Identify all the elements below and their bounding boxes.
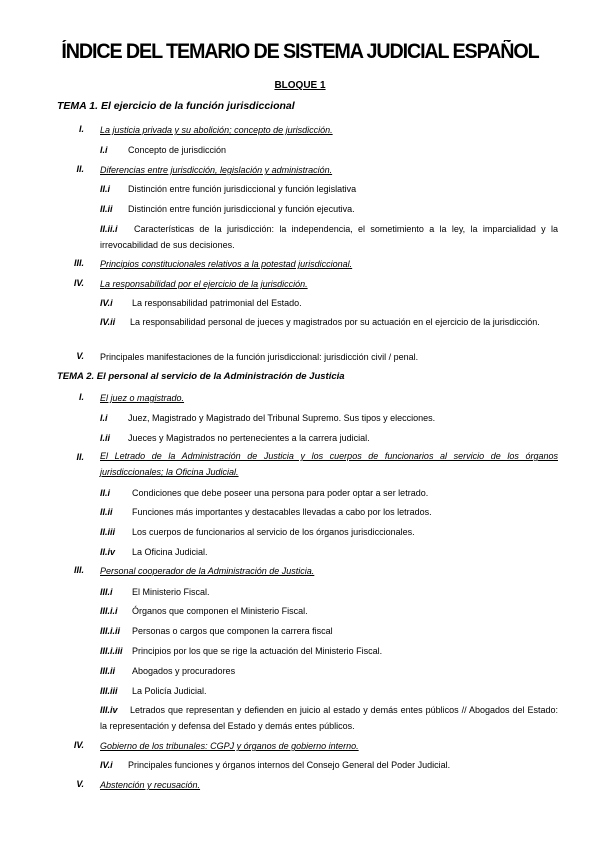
tema-2-title: TEMA 2. El personal al servicio de la Administración de Justicia xyxy=(57,371,345,382)
section-title: La justicia privada y su abolición; concepto de jurisdicción. xyxy=(100,125,333,135)
subsection-text: La Oficina Judicial. xyxy=(132,547,208,557)
subsection-code: III.ii xyxy=(100,666,116,676)
subsection-code: I.i xyxy=(100,413,108,423)
subsection-text: Letrados que representan y defienden en juicio al estado y demás entes públicos // Abogados del Estado: la representación y defensa del Estado y demás entes públicos. xyxy=(100,705,558,731)
subsection-text: Abogados y procuradores xyxy=(132,666,236,676)
section-number: V. xyxy=(76,779,84,789)
subsection-code: III.iv xyxy=(100,705,118,715)
section-number: IV. xyxy=(73,740,84,750)
subsection-text: La responsabilidad personal de jueces y magistrados por su actuación en el ejercicio de la jurisdicción. xyxy=(130,317,540,327)
section-title: Principales manifestaciones de la función jurisdiccional: jurisdicción civil / penal. xyxy=(100,352,419,362)
section-number: I. xyxy=(78,392,84,402)
subsection-code: IV.i xyxy=(100,760,113,770)
subsection xyxy=(100,605,308,617)
subsection xyxy=(100,314,558,330)
subsection xyxy=(100,183,356,195)
subsection-text: Distinción entre función jurisdiccional y función legislativa xyxy=(128,184,357,194)
subsection-code: III.i.ii xyxy=(100,626,121,636)
subsection xyxy=(100,221,558,253)
subsection-text: La Policía Judicial. xyxy=(132,686,207,696)
document-title: ÍNDICE DEL TEMARIO DE SISTEMA JUDICIAL ESPAÑOL xyxy=(61,40,539,63)
section-title: El Letrado de la Administración de Justicia y los cuerpos de funcionarios al servicio de los órganos jurisdiccionales; la Oficina Judicial. xyxy=(100,451,558,477)
subsection xyxy=(100,506,432,518)
subsection xyxy=(100,586,210,598)
section-number: V. xyxy=(76,351,84,361)
subsection-text: Juez, Magistrado y Magistrado del Tribunal Supremo. Sus tipos y elecciones. xyxy=(128,413,436,423)
subsection-text: Distinción entre función jurisdiccional y función ejecutiva. xyxy=(128,204,355,214)
section-number: III. xyxy=(73,565,84,575)
subsection xyxy=(100,702,558,734)
subsection-code: II.iii xyxy=(100,527,116,537)
subsection xyxy=(100,645,382,657)
subsection-text: Características de la jurisdicción: la independencia, el sometimiento a la ley, la imparcialidad y la irrevocabilidad de sus decisiones. xyxy=(100,224,558,250)
subsection xyxy=(100,144,226,156)
section-number: II. xyxy=(76,164,84,174)
subsection-code: II.iv xyxy=(100,547,116,557)
section-number: I. xyxy=(78,124,84,134)
subsection xyxy=(100,685,207,697)
section-number: III. xyxy=(73,258,84,268)
subsection-code: II.i xyxy=(100,488,111,498)
subsection-code: II.ii xyxy=(100,204,113,214)
subsection-code: III.i xyxy=(100,587,113,597)
subsection-text: Concepto de jurisdicción xyxy=(128,145,227,155)
subsection xyxy=(100,665,235,677)
subsection-text: Personas o cargos que componen la carrera fiscal xyxy=(132,626,333,636)
subsection xyxy=(100,759,450,771)
subsection-code: III.i.i xyxy=(100,606,118,616)
subsection xyxy=(100,412,435,424)
tema-1-title: TEMA 1. El ejercicio de la función jurisdiccional xyxy=(57,100,295,112)
subsection xyxy=(100,203,355,215)
subsection-code: III.i.iii xyxy=(100,646,123,656)
section-title: Abstención y recusación. xyxy=(100,780,201,790)
subsection-text: Principales funciones y órganos internos del Consejo General del Poder Judicial. xyxy=(128,760,451,770)
subsection xyxy=(100,487,428,499)
subsection xyxy=(100,297,302,309)
section-number: IV. xyxy=(73,278,84,288)
section-title: El juez o magistrado. xyxy=(100,393,185,403)
subsection xyxy=(100,526,415,538)
subsection xyxy=(100,432,370,444)
subsection-text: Principios por los que se rige la actuación del Ministerio Fiscal. xyxy=(132,646,383,656)
subsection-text: Los cuerpos de funcionarios al servicio de los órganos jurisdiccionales. xyxy=(132,527,415,537)
subsection-code: IV.ii xyxy=(100,317,116,327)
subsection xyxy=(100,546,208,558)
subsection-code: I.i xyxy=(100,145,108,155)
subsection-code: II.ii xyxy=(100,507,113,517)
subsection xyxy=(100,625,333,637)
bloque-heading: BLOQUE 1 xyxy=(274,80,326,91)
subsection-code: III.iii xyxy=(100,686,118,696)
subsection-code: II.ii.i xyxy=(100,224,118,234)
subsection-text: Condiciones que debe poseer una persona para poder optar a ser letrado. xyxy=(132,488,429,498)
section-title: Diferencias entre jurisdicción, legislación y administración. xyxy=(100,165,333,175)
subsection-code: II.i xyxy=(100,184,111,194)
section-title: La responsabilidad por el ejercicio de la jurisdicción. xyxy=(100,279,308,289)
subsection-text: La responsabilidad patrimonial del Estado. xyxy=(132,298,302,308)
subsection-code: IV.i xyxy=(100,298,113,308)
subsection-text: Jueces y Magistrados no pertenecientes a la carrera judicial. xyxy=(128,433,370,443)
subsection-text: El Ministerio Fiscal. xyxy=(132,587,210,597)
section-number: II. xyxy=(76,452,84,462)
section-title: Gobierno de los tribunales: CGPJ y órganos de gobierno interno. xyxy=(100,741,359,751)
subsection-code: I.ii xyxy=(100,433,111,443)
section-title: Principios constitucionales relativos a la potestad jurisdiccional. xyxy=(100,259,353,269)
section-title: Personal cooperador de la Administración de Justicia. xyxy=(100,566,315,576)
subsection-text: Órganos que componen el Ministerio Fiscal. xyxy=(132,606,308,616)
subsection-text: Funciones más importantes y destacables llevadas a cabo por los letrados. xyxy=(132,507,432,517)
